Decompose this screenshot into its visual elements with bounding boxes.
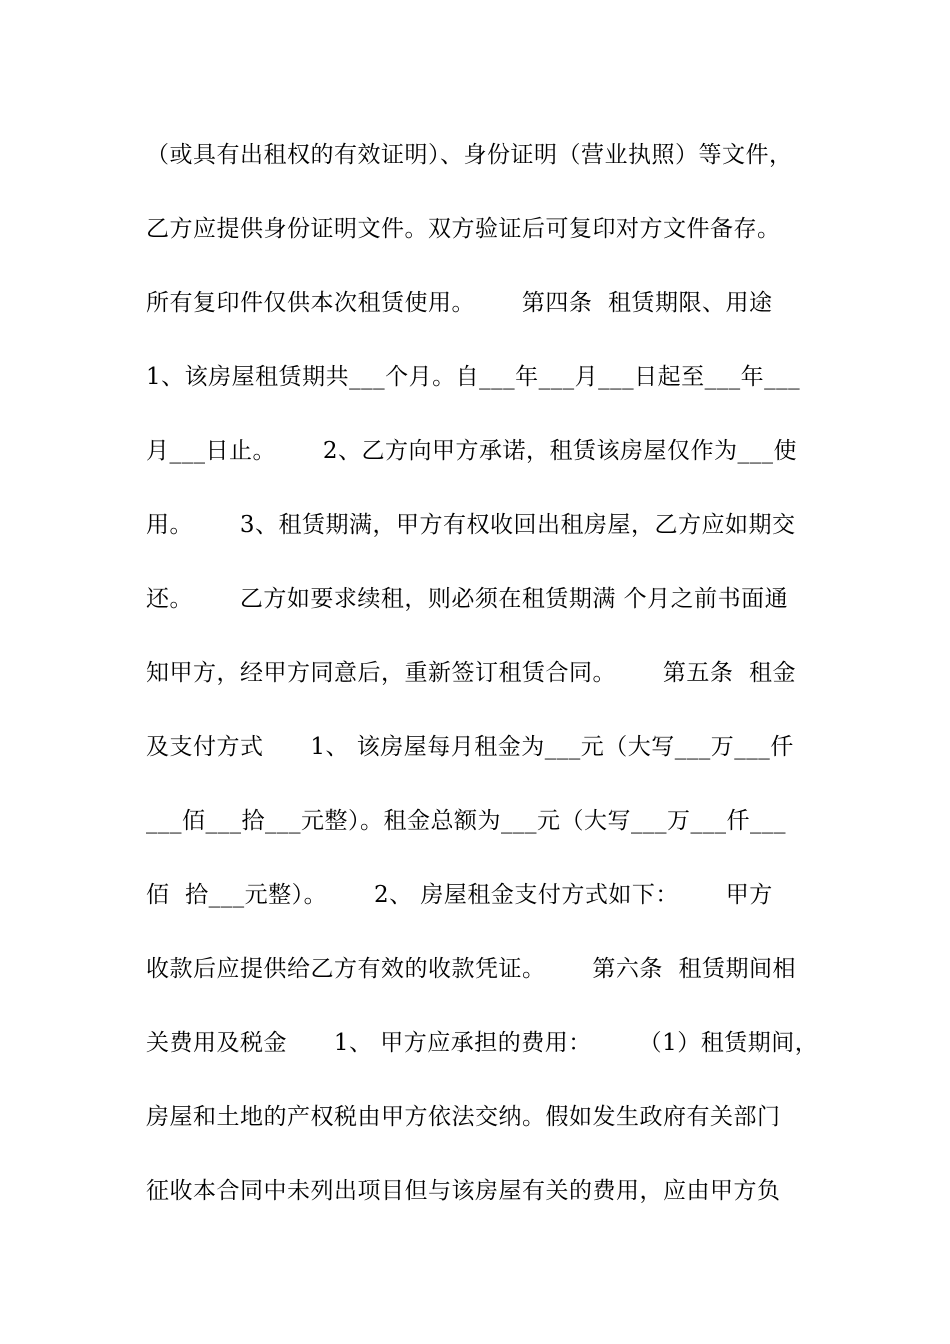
text-line: 知甲方，经甲方同意后，重新签订租赁合同。 第五条 租金 [146,660,796,686]
text-line: 收款后应提供给乙方有效的收款凭证。 第六条 租赁期间相 [146,956,796,982]
text-line: 关费用及税金 1、 甲方应承担的费用： （1）租赁期间， [146,1030,819,1056]
text-line: 房屋和土地的产权税由甲方依法交纳。假如发生政府有关部门 [146,1104,781,1130]
text-line: 1、该房屋租赁期共___个月。自___年___月___日起至___年___ [146,364,801,390]
text-line: 用。 3、租赁期满，甲方有权收回出租房屋，乙方应如期交 [146,512,796,538]
text-line: （或具有出租权的有效证明）、身份证明（营业执照）等文件， [146,142,793,168]
text-line: 所有复印件仅供本次租赁使用。 第四条 租赁期限、用途 [146,290,773,316]
contract-text [146,128,846,1238]
text-line: 乙方应提供身份证明文件。双方验证后可复印对方文件备存。 [146,216,781,242]
text-line: 月___日止。 2、乙方向甲方承诺，租赁该房屋仅作为___使 [146,438,797,464]
text-line: 征收本合同中未列出项目但与该房屋有关的费用，应由甲方负 [146,1178,781,1204]
text-line: ___佰___拾___元整）。租金总额为___元（大写___万___仟___ [146,808,786,834]
text-line: 佰 拾___元整）。 2、 房屋租金支付方式如下： 甲方 [146,882,773,908]
text-line: 及支付方式 1、 该房屋每月租金为___元（大写___万___仟 [146,734,794,760]
text-line: 还。 乙方如要求续租，则必须在租赁期满 个月之前书面通 [146,586,789,612]
